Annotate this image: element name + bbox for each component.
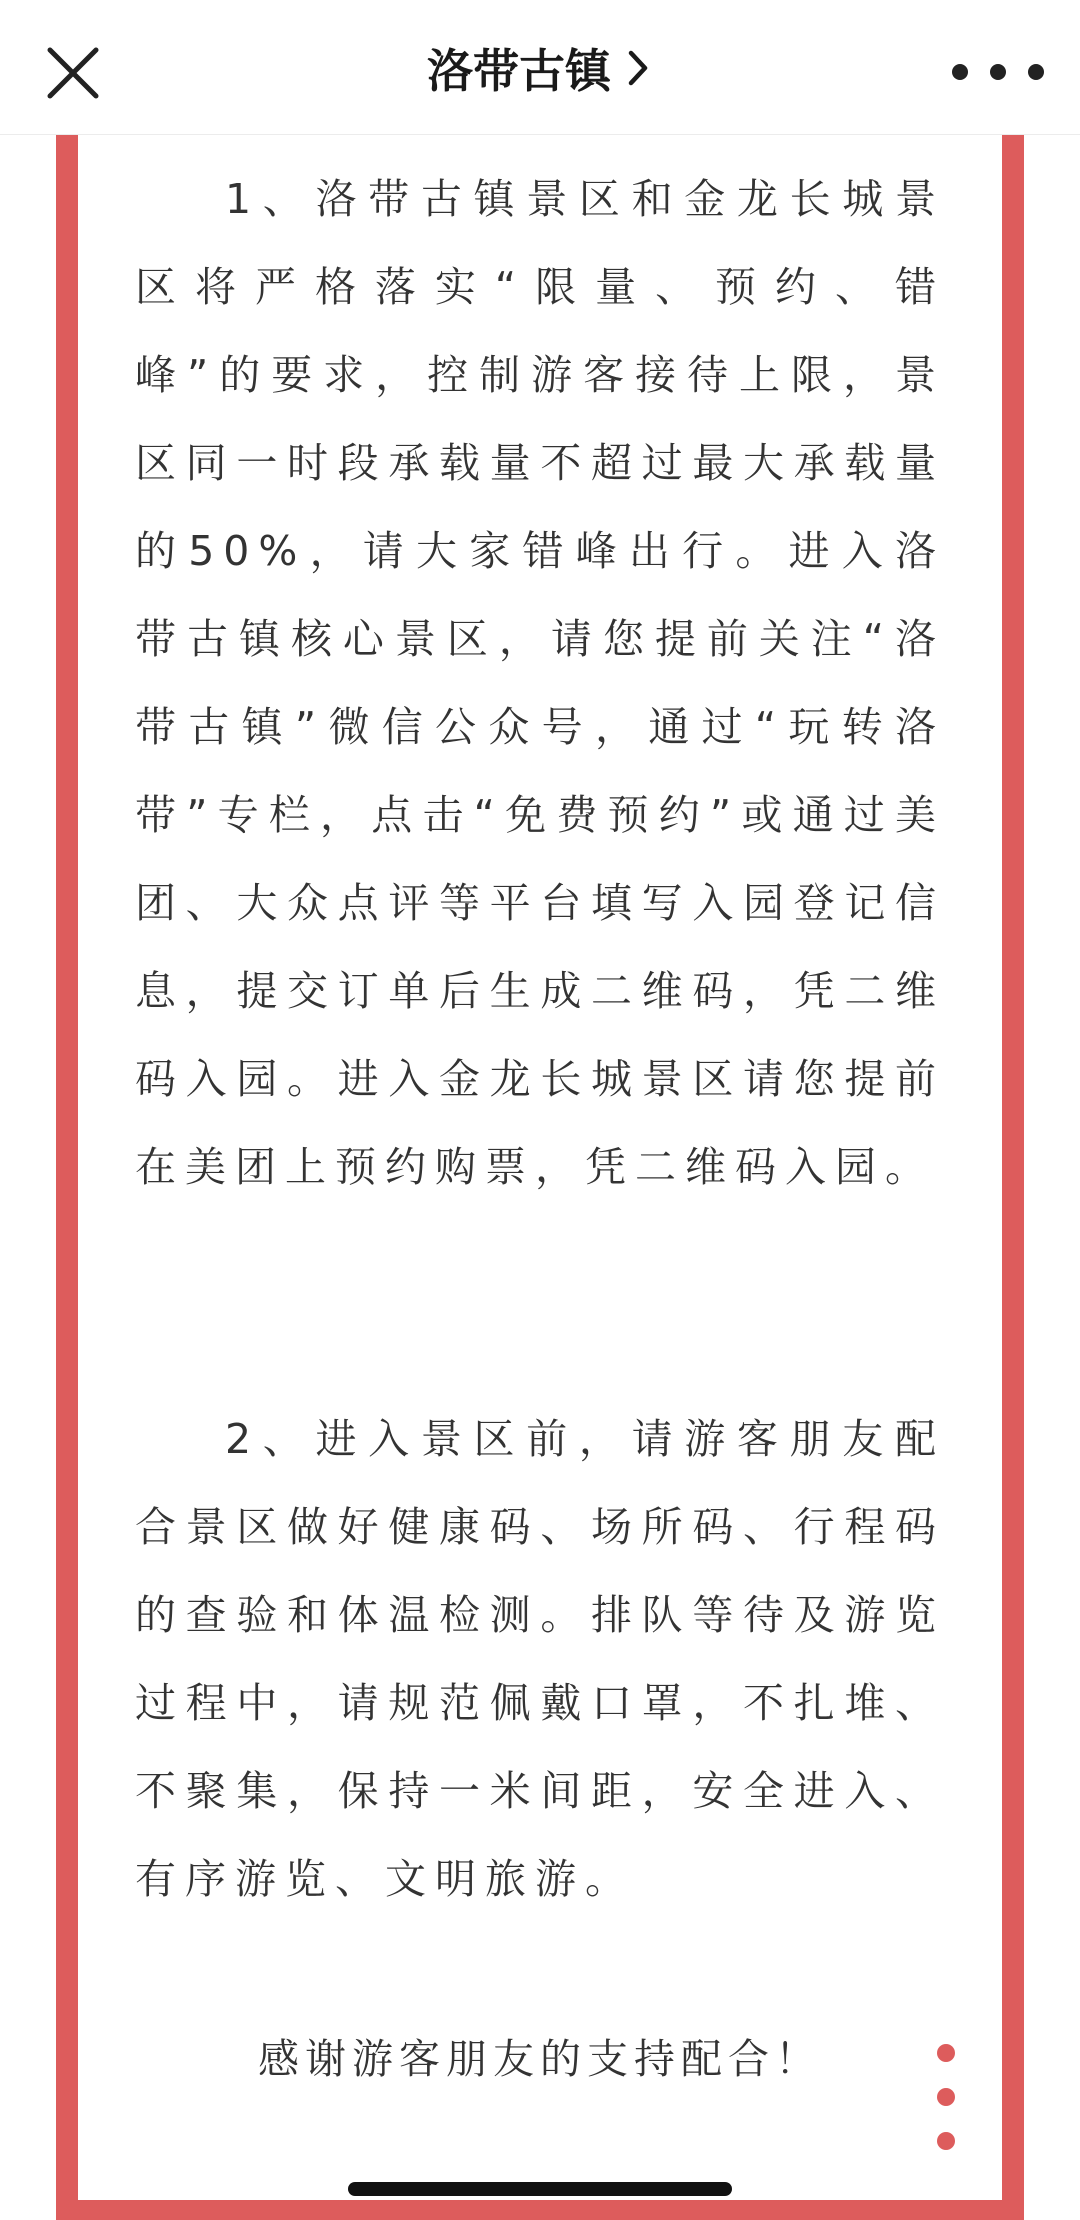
more-horizontal-icon (1028, 64, 1044, 80)
chevron-right-icon (623, 47, 653, 89)
page-title: 洛带古镇 (427, 43, 611, 98)
more-horizontal-icon (952, 64, 968, 80)
decorative-dot (937, 2132, 955, 2150)
decorative-dots (937, 2044, 957, 2154)
decorative-dot (937, 2088, 955, 2106)
article-red-frame-bottom (56, 2200, 1024, 2220)
home-indicator[interactable] (348, 2182, 732, 2196)
article-paragraph-1: 1、洛带古镇景区和金龙长城景区将严格落实“限量、预约、错峰”的要求，控制游客接待上限，景区同一时段承载量不超过最大承载量的50%，请大家错峰出行。进入洛带古镇核心景区，请您提前关注“洛带古镇”微信公众号，通过“玩转洛带”专栏，点击“免费预约”或通过美团、大众点评等平台填写入园登记信息，提交订单后生成二维码，凭二维码入园。进入金龙长城景区请您提前在美团上预约购票，凭二维码入园。 (135, 175, 945, 1191)
more-options-button[interactable] (952, 50, 1044, 94)
title-container (0, 0, 1080, 135)
article-thanks-line: 感谢游客朋友的支持配合！ (258, 2035, 822, 2083)
decorative-dot (937, 2044, 955, 2062)
article-paragraph-2: 2、进入景区前，请游客朋友配合景区做好健康码、场所码、行程码的查验和体温检测。排队等待及游览过程中，请规范佩戴口罩，不扎堆、不聚集，保持一米间距，安全进入、有序游览、文明旅游。 (135, 1415, 945, 1903)
account-title-link[interactable] (427, 35, 653, 101)
top-navigation-bar (0, 0, 1080, 135)
more-horizontal-icon (990, 64, 1006, 80)
